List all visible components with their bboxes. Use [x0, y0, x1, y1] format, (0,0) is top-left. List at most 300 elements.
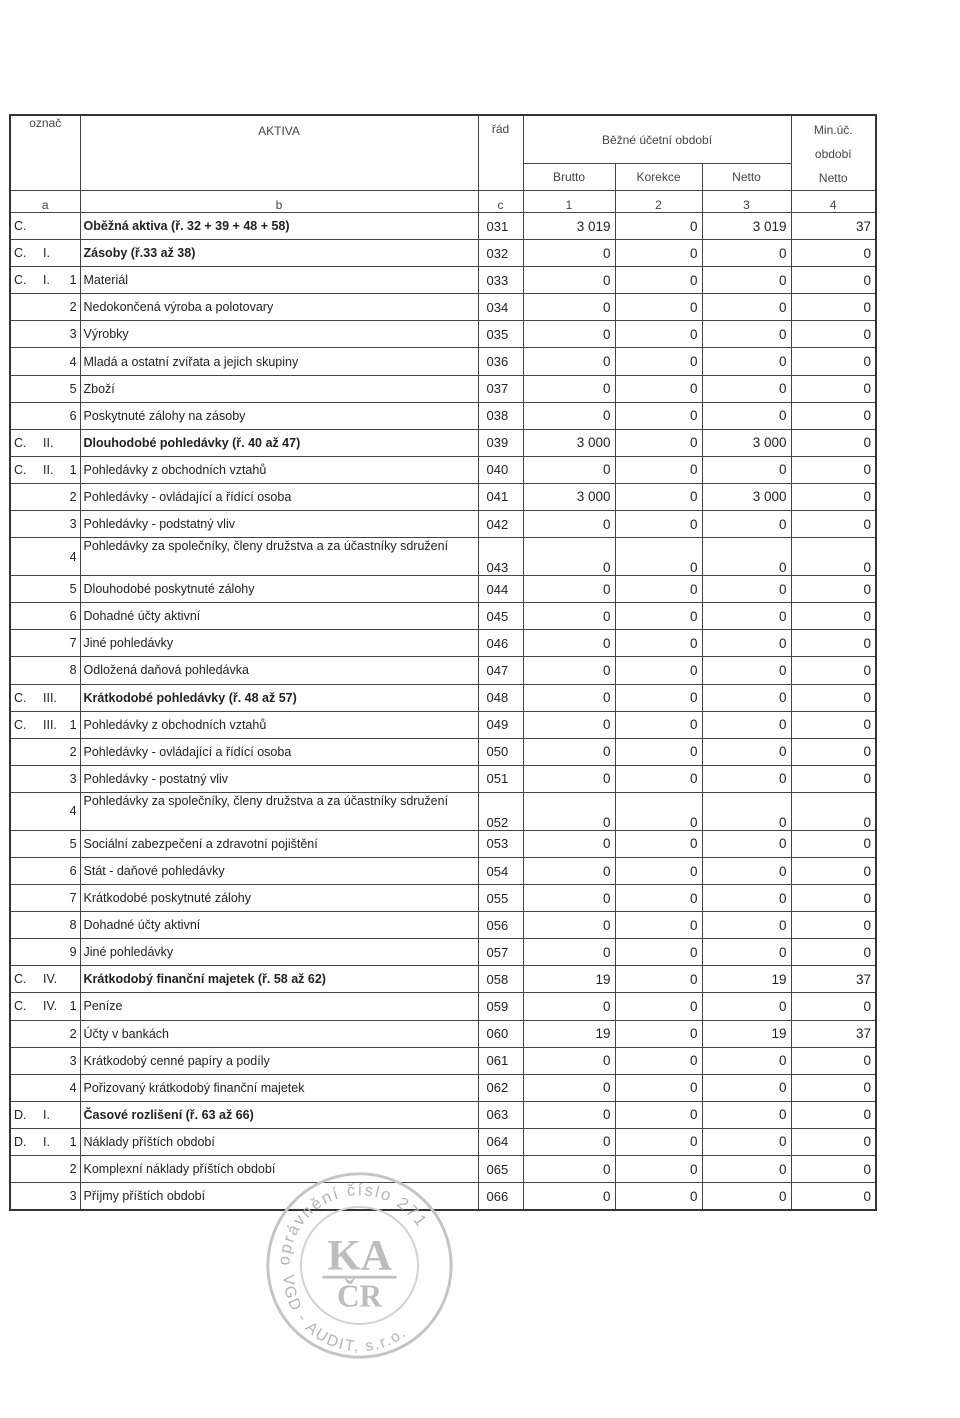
row-netto: 0 [702, 1183, 791, 1211]
row-number: 061 [478, 1047, 523, 1074]
table-row [10, 684, 876, 711]
row-brutto: 19 [523, 966, 615, 993]
row-mark-section: C. [10, 240, 40, 267]
row-number: 051 [478, 765, 523, 792]
row-mark-group [40, 885, 64, 912]
row-mark-item: 7 [64, 630, 80, 657]
row-mark-section: C. [10, 684, 40, 711]
row-mark-section [10, 1020, 40, 1047]
table-row [10, 830, 876, 857]
row-mark-section [10, 538, 40, 576]
row-previous-netto: 0 [791, 1074, 876, 1101]
row-mark-item: 8 [64, 657, 80, 684]
header-aktiva: AKTIVA [80, 115, 478, 191]
table-row [10, 456, 876, 483]
row-number: 055 [478, 885, 523, 912]
row-mark-section [10, 765, 40, 792]
row-mark-section [10, 885, 40, 912]
row-previous-netto: 0 [791, 738, 876, 765]
row-mark-section [10, 375, 40, 402]
row-label: Stát - daňové pohledávky [80, 857, 478, 884]
row-korekce: 0 [615, 912, 702, 939]
row-mark-group [40, 1183, 64, 1211]
row-label: Mladá a ostatní zvířata a jejich skupiny [80, 348, 478, 375]
row-mark-group: I. [40, 240, 64, 267]
row-previous-netto: 0 [791, 483, 876, 510]
row-brutto: 0 [523, 456, 615, 483]
row-mark-group [40, 538, 64, 576]
row-number: 064 [478, 1128, 523, 1155]
row-previous-netto: 37 [791, 1020, 876, 1047]
row-label: Pohledávky z obchodních vztahů [80, 456, 478, 483]
row-mark-group: I. [40, 1128, 64, 1155]
row-label: Pohledávky - postatný vliv [80, 765, 478, 792]
row-brutto: 3 000 [523, 483, 615, 510]
table-row [10, 993, 876, 1020]
table-row [10, 267, 876, 294]
row-mark-section [10, 738, 40, 765]
row-number: 043 [478, 538, 523, 576]
row-mark-item: 7 [64, 885, 80, 912]
row-mark-item: 9 [64, 939, 80, 966]
row-label: Dlouhodobé poskytnuté zálohy [80, 576, 478, 603]
row-mark-section [10, 1183, 40, 1211]
stamp-bottom-text: VGD - AUDIT, s.r.o. [279, 1274, 411, 1356]
row-brutto: 0 [523, 511, 615, 538]
row-netto: 0 [702, 240, 791, 267]
row-mark-group: II. [40, 456, 64, 483]
row-mark-section [10, 576, 40, 603]
row-previous-netto: 37 [791, 966, 876, 993]
row-mark-item: 2 [64, 1156, 80, 1183]
row-netto: 0 [702, 830, 791, 857]
row-mark-section [10, 348, 40, 375]
row-mark-group [40, 1156, 64, 1183]
row-mark-section: C. [10, 429, 40, 456]
row-brutto: 3 000 [523, 429, 615, 456]
row-number: 063 [478, 1101, 523, 1128]
row-brutto: 0 [523, 603, 615, 630]
row-netto: 0 [702, 993, 791, 1020]
row-mark-item: 2 [64, 294, 80, 321]
row-netto: 0 [702, 630, 791, 657]
row-mark-item: 5 [64, 375, 80, 402]
row-brutto: 0 [523, 267, 615, 294]
row-previous-netto: 0 [791, 711, 876, 738]
row-label: Komplexní náklady příštích období [80, 1156, 478, 1183]
header-obdobi: období [814, 147, 852, 161]
row-brutto: 0 [523, 857, 615, 884]
table-row [10, 912, 876, 939]
row-korekce: 0 [615, 630, 702, 657]
row-mark-section [10, 857, 40, 884]
row-mark-section [10, 830, 40, 857]
row-netto: 0 [702, 738, 791, 765]
row-mark-item: 4 [64, 1074, 80, 1101]
row-mark-item [64, 1101, 80, 1128]
row-previous-netto: 0 [791, 321, 876, 348]
row-previous-netto: 0 [791, 857, 876, 884]
row-mark-item: 3 [64, 765, 80, 792]
row-brutto: 0 [523, 830, 615, 857]
row-mark-group [40, 630, 64, 657]
row-previous-netto: 0 [791, 348, 876, 375]
row-label: Jiné pohledávky [80, 939, 478, 966]
table-row [10, 240, 876, 267]
row-label: Dohadné účty aktivní [80, 912, 478, 939]
row-number: 054 [478, 857, 523, 884]
table-row [10, 1020, 876, 1047]
row-label: Krátkodobé pohledávky (ř. 48 až 57) [80, 684, 478, 711]
row-label: Pohledávky z obchodních vztahů [80, 711, 478, 738]
row-korekce: 0 [615, 765, 702, 792]
row-previous-netto: 0 [791, 294, 876, 321]
table-row [10, 483, 876, 510]
row-netto: 3 019 [702, 213, 791, 240]
header-col-4: 4 [791, 191, 876, 213]
row-mark-item: 2 [64, 483, 80, 510]
row-mark-section: D. [10, 1101, 40, 1128]
header-netto: Netto [702, 164, 791, 191]
row-brutto: 0 [523, 1183, 615, 1211]
row-korekce: 0 [615, 456, 702, 483]
row-number: 034 [478, 294, 523, 321]
row-label: Krátkodobé poskytnuté zálohy [80, 885, 478, 912]
row-brutto: 0 [523, 240, 615, 267]
row-netto: 0 [702, 684, 791, 711]
row-netto: 0 [702, 1156, 791, 1183]
row-mark-section [10, 1047, 40, 1074]
table-row [10, 939, 876, 966]
audit-stamp [262, 1168, 457, 1363]
row-previous-netto: 0 [791, 912, 876, 939]
row-mark-group [40, 603, 64, 630]
row-brutto: 0 [523, 538, 615, 576]
row-brutto: 0 [523, 1156, 615, 1183]
row-previous-netto: 0 [791, 1156, 876, 1183]
row-previous-netto: 0 [791, 511, 876, 538]
row-netto: 0 [702, 1047, 791, 1074]
row-mark-section: C. [10, 711, 40, 738]
row-label: Pohledávky - podstatný vliv [80, 511, 478, 538]
row-korekce: 0 [615, 885, 702, 912]
row-korekce: 0 [615, 576, 702, 603]
row-number: 056 [478, 912, 523, 939]
row-mark-group [40, 402, 64, 429]
row-mark-item [64, 240, 80, 267]
row-mark-item: 3 [64, 1183, 80, 1211]
row-korekce: 0 [615, 830, 702, 857]
row-korekce: 0 [615, 1074, 702, 1101]
row-netto: 0 [702, 1074, 791, 1101]
row-netto: 0 [702, 576, 791, 603]
table-row [10, 966, 876, 993]
row-number: 036 [478, 348, 523, 375]
row-previous-netto: 0 [791, 993, 876, 1020]
row-label: Příjmy příštích období [80, 1183, 478, 1211]
row-netto: 0 [702, 321, 791, 348]
row-korekce: 0 [615, 483, 702, 510]
row-korekce: 0 [615, 792, 702, 830]
row-netto: 0 [702, 348, 791, 375]
row-korekce: 0 [615, 538, 702, 576]
row-number: 053 [478, 830, 523, 857]
row-korekce: 0 [615, 375, 702, 402]
row-mark-section [10, 294, 40, 321]
row-mark-section [10, 939, 40, 966]
row-mark-group [40, 830, 64, 857]
table-row [10, 511, 876, 538]
row-previous-netto: 0 [791, 429, 876, 456]
row-brutto: 19 [523, 1020, 615, 1047]
row-mark-group [40, 765, 64, 792]
header-col-b: b [80, 191, 478, 213]
row-mark-group [40, 375, 64, 402]
table-row [10, 576, 876, 603]
row-brutto: 0 [523, 993, 615, 1020]
row-mark-group: IV. [40, 993, 64, 1020]
header-netto-4: Netto [818, 171, 848, 185]
row-netto: 0 [702, 294, 791, 321]
row-netto: 0 [702, 267, 791, 294]
row-mark-item: 3 [64, 511, 80, 538]
row-label: Materiál [80, 267, 478, 294]
row-label: Krátkodobý cenné papíry a podíly [80, 1047, 478, 1074]
row-korekce: 0 [615, 1156, 702, 1183]
row-mark-group [40, 1020, 64, 1047]
row-mark-item: 1 [64, 456, 80, 483]
row-label: Náklady příštích období [80, 1128, 478, 1155]
row-mark-group [40, 738, 64, 765]
row-mark-section [10, 792, 40, 830]
row-previous-netto: 0 [791, 885, 876, 912]
row-korekce: 0 [615, 294, 702, 321]
row-netto: 0 [702, 711, 791, 738]
row-mark-group [40, 483, 64, 510]
row-previous-netto: 0 [791, 939, 876, 966]
row-korekce: 0 [615, 213, 702, 240]
table-row [10, 213, 876, 240]
row-mark-section [10, 1074, 40, 1101]
row-netto: 0 [702, 402, 791, 429]
row-mark-section [10, 630, 40, 657]
row-mark-group [40, 213, 64, 240]
row-mark-item: 1 [64, 267, 80, 294]
row-mark-group [40, 1047, 64, 1074]
row-mark-item: 4 [64, 792, 80, 830]
header-col-2: 2 [615, 191, 702, 213]
table-row [10, 1074, 876, 1101]
row-mark-section [10, 321, 40, 348]
row-number: 062 [478, 1074, 523, 1101]
row-netto: 0 [702, 538, 791, 576]
row-netto: 0 [702, 511, 791, 538]
row-netto: 0 [702, 765, 791, 792]
row-mark-group [40, 939, 64, 966]
row-previous-netto: 0 [791, 830, 876, 857]
row-label: Pořizovaný krátkodobý finanční majetek [80, 1074, 478, 1101]
row-brutto: 0 [523, 294, 615, 321]
row-brutto: 0 [523, 1101, 615, 1128]
row-mark-section: C. [10, 213, 40, 240]
row-brutto: 0 [523, 912, 615, 939]
row-brutto: 0 [523, 321, 615, 348]
row-number: 060 [478, 1020, 523, 1047]
row-label: Zásoby (ř.33 až 38) [80, 240, 478, 267]
row-brutto: 0 [523, 792, 615, 830]
row-previous-netto: 0 [791, 375, 876, 402]
row-mark-item: 1 [64, 993, 80, 1020]
row-korekce: 0 [615, 348, 702, 375]
header-oznac: označ [10, 115, 80, 191]
table-row [10, 294, 876, 321]
header-col-a: a [10, 191, 80, 213]
row-label: Poskytnuté zálohy na zásoby [80, 402, 478, 429]
row-korekce: 0 [615, 1101, 702, 1128]
row-mark-item: 3 [64, 1047, 80, 1074]
row-korekce: 0 [615, 738, 702, 765]
row-brutto: 0 [523, 375, 615, 402]
row-netto: 0 [702, 1128, 791, 1155]
row-brutto: 0 [523, 885, 615, 912]
row-mark-section: C. [10, 456, 40, 483]
row-number: 037 [478, 375, 523, 402]
row-mark-section: D. [10, 1128, 40, 1155]
row-mark-item: 3 [64, 321, 80, 348]
row-previous-netto: 0 [791, 267, 876, 294]
row-mark-item: 8 [64, 912, 80, 939]
row-brutto: 0 [523, 684, 615, 711]
row-korekce: 0 [615, 857, 702, 884]
row-label: Výrobky [80, 321, 478, 348]
row-netto: 0 [702, 456, 791, 483]
table-row [10, 1047, 876, 1074]
table-row [10, 321, 876, 348]
header-brutto: Brutto [523, 164, 615, 191]
row-mark-group [40, 792, 64, 830]
row-label: Krátkodobý finanční majetek (ř. 58 až 62) [80, 966, 478, 993]
row-label: Pohledávky - ovládající a řídící osoba [80, 483, 478, 510]
row-mark-item: 2 [64, 1020, 80, 1047]
row-number: 033 [478, 267, 523, 294]
row-previous-netto: 0 [791, 684, 876, 711]
row-mark-item: 1 [64, 1128, 80, 1155]
row-mark-group: III. [40, 684, 64, 711]
table-row [10, 375, 876, 402]
row-previous-netto: 0 [791, 1128, 876, 1155]
row-label: Zboží [80, 375, 478, 402]
table-row [10, 402, 876, 429]
row-mark-item: 4 [64, 538, 80, 576]
row-netto: 0 [702, 792, 791, 830]
row-mark-section [10, 483, 40, 510]
row-mark-item: 5 [64, 830, 80, 857]
row-korekce: 0 [615, 711, 702, 738]
row-mark-item [64, 213, 80, 240]
row-netto: 3 000 [702, 429, 791, 456]
row-number: 046 [478, 630, 523, 657]
row-netto: 0 [702, 912, 791, 939]
row-label: Dlouhodobé pohledávky (ř. 40 až 47) [80, 429, 478, 456]
row-label: Pohledávky za společníky, členy družstva a za účastníky sdružení [80, 538, 478, 576]
row-label: Pohledávky - ovládající a řídící osoba [80, 738, 478, 765]
row-label: Dohadné účty aktivní [80, 603, 478, 630]
row-previous-netto: 0 [791, 630, 876, 657]
table-row [10, 630, 876, 657]
row-mark-group [40, 294, 64, 321]
header-col-c: c [478, 191, 523, 213]
row-brutto: 0 [523, 657, 615, 684]
row-mark-section [10, 603, 40, 630]
row-brutto: 0 [523, 711, 615, 738]
row-korekce: 0 [615, 511, 702, 538]
row-mark-item: 1 [64, 711, 80, 738]
row-number: 065 [478, 1156, 523, 1183]
table-row [10, 538, 876, 576]
table-row [10, 1101, 876, 1128]
row-korekce: 0 [615, 939, 702, 966]
row-number: 035 [478, 321, 523, 348]
row-mark-group: II. [40, 429, 64, 456]
row-label: Sociální zabezpečení a zdravotní pojištění [80, 830, 478, 857]
row-netto: 0 [702, 375, 791, 402]
row-netto: 0 [702, 857, 791, 884]
header-col-3: 3 [702, 191, 791, 213]
row-netto: 0 [702, 939, 791, 966]
stamp-logo-top: KA [327, 1232, 392, 1280]
row-mark-section: C. [10, 267, 40, 294]
table-row [10, 429, 876, 456]
row-label: Peníze [80, 993, 478, 1020]
row-brutto: 0 [523, 402, 615, 429]
row-brutto: 0 [523, 939, 615, 966]
row-number: 044 [478, 576, 523, 603]
row-number: 040 [478, 456, 523, 483]
row-previous-netto: 0 [791, 1183, 876, 1211]
row-number: 052 [478, 792, 523, 830]
header-current-period: Běžné účetní období [523, 115, 791, 164]
table-row [10, 738, 876, 765]
row-previous-netto: 0 [791, 1047, 876, 1074]
row-mark-section [10, 912, 40, 939]
row-mark-group [40, 912, 64, 939]
row-mark-group [40, 321, 64, 348]
table-row [10, 857, 876, 884]
row-label: Účty v bankách [80, 1020, 478, 1047]
table-row [10, 1128, 876, 1155]
row-number: 038 [478, 402, 523, 429]
table-row [10, 603, 876, 630]
row-number: 049 [478, 711, 523, 738]
row-mark-group [40, 1074, 64, 1101]
row-previous-netto: 0 [791, 538, 876, 576]
row-brutto: 0 [523, 1047, 615, 1074]
row-brutto: 0 [523, 348, 615, 375]
row-label: Nedokončená výroba a polotovary [80, 294, 478, 321]
row-previous-netto: 0 [791, 792, 876, 830]
row-mark-item: 6 [64, 857, 80, 884]
row-number: 066 [478, 1183, 523, 1211]
row-brutto: 0 [523, 765, 615, 792]
row-korekce: 0 [615, 1128, 702, 1155]
row-brutto: 0 [523, 630, 615, 657]
row-netto: 0 [702, 885, 791, 912]
row-mark-item [64, 429, 80, 456]
row-mark-item: 6 [64, 402, 80, 429]
header-col-1: 1 [523, 191, 615, 213]
balance-sheet [9, 114, 875, 1211]
row-mark-section [10, 402, 40, 429]
